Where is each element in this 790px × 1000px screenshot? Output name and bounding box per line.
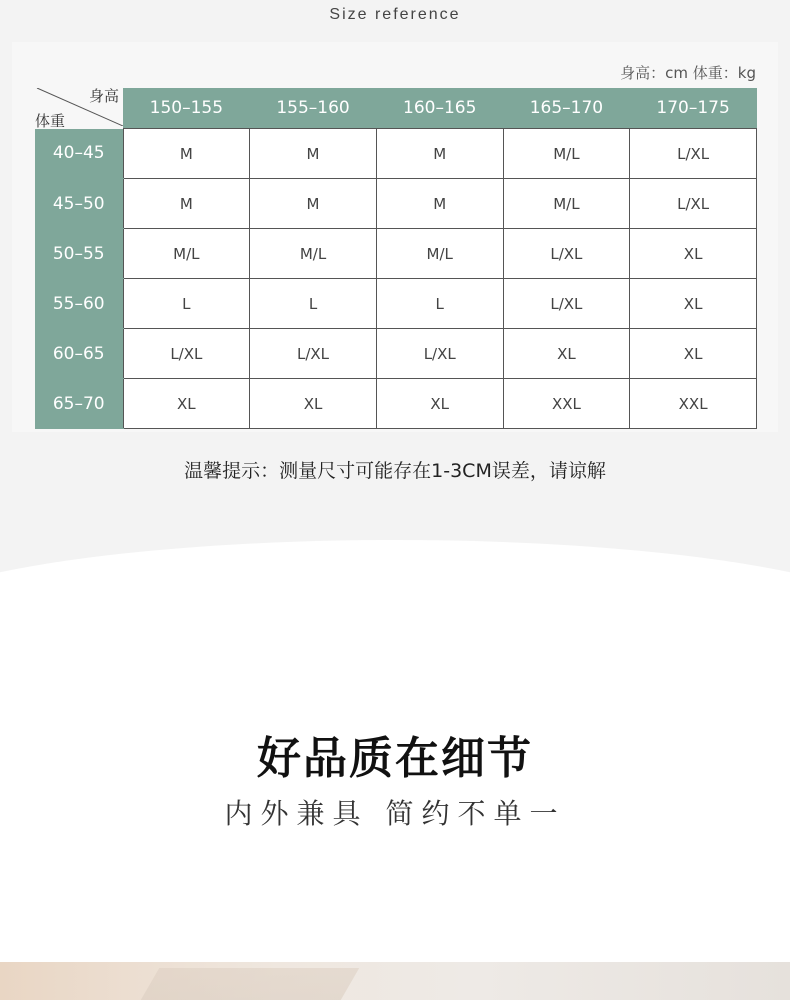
table-cell: M xyxy=(123,179,250,229)
table-cell: M/L xyxy=(376,229,503,279)
corner-height-label: 身高 xyxy=(88,87,119,105)
table-cell: XL xyxy=(503,329,630,379)
column-header: 155–160 xyxy=(250,88,377,129)
table-cell: XL xyxy=(376,379,503,429)
table-header-row xyxy=(35,88,757,129)
row-header: 50–55 xyxy=(35,229,123,279)
table-cell: L/XL xyxy=(123,329,250,379)
table-cell: L xyxy=(250,279,377,329)
column-header: 170–175 xyxy=(630,88,757,129)
table-cell: L xyxy=(376,279,503,329)
row-header: 40–45 xyxy=(35,129,123,179)
column-header: 160–165 xyxy=(376,88,503,129)
table-cell: XL xyxy=(630,329,757,379)
row-header: 60–65 xyxy=(35,329,123,379)
table-row xyxy=(35,129,757,179)
product-photo-strip xyxy=(0,962,790,1000)
table-row xyxy=(35,229,757,279)
curved-divider xyxy=(0,540,790,630)
table-cell: M/L xyxy=(123,229,250,279)
table-cell: XL xyxy=(250,379,377,429)
table-row xyxy=(35,279,757,329)
column-header: 165–170 xyxy=(503,88,630,129)
table-cell: L/XL xyxy=(376,329,503,379)
table-cell: L/XL xyxy=(503,279,630,329)
size-table xyxy=(35,88,757,429)
table-cell: L xyxy=(123,279,250,329)
table-cell: XXL xyxy=(503,379,630,429)
table-cell: L/XL xyxy=(630,129,757,179)
table-cell: L/XL xyxy=(630,179,757,229)
table-row xyxy=(35,179,757,229)
table-cell: M xyxy=(376,179,503,229)
size-reference-title: Size reference xyxy=(329,6,461,23)
table-cell: M/L xyxy=(250,229,377,279)
row-header: 65–70 xyxy=(35,379,123,429)
corner-weight-label: 体重 xyxy=(35,111,66,130)
row-header: 45–50 xyxy=(35,179,123,229)
table-cell: M xyxy=(250,129,377,179)
measurement-tip: 温馨提示：测量尺寸可能存在1-3CM误差，请谅解 xyxy=(184,460,606,482)
table-cell: L/XL xyxy=(503,229,630,279)
table-cell: L/XL xyxy=(250,329,377,379)
table-cell: M xyxy=(123,129,250,179)
table-cell: XL xyxy=(630,279,757,329)
table-cell: XL xyxy=(630,229,757,279)
column-header: 150–155 xyxy=(123,88,250,129)
table-cell: XXL xyxy=(630,379,757,429)
table-row xyxy=(35,379,757,429)
table-cell: M xyxy=(376,129,503,179)
table-row xyxy=(35,329,757,379)
table-cell: M/L xyxy=(503,179,630,229)
section-subline: 内外兼具 简约不单一 xyxy=(224,797,566,830)
unit-note: 身高：cm 体重：kg xyxy=(620,64,756,82)
table-cell: M xyxy=(250,179,377,229)
table-cell: XL xyxy=(123,379,250,429)
row-header: 55–60 xyxy=(35,279,123,329)
table-corner xyxy=(35,88,123,129)
table-cell: M/L xyxy=(503,129,630,179)
photo-shadow xyxy=(141,968,359,1000)
section-headline: 好品质在细节 xyxy=(257,733,533,784)
